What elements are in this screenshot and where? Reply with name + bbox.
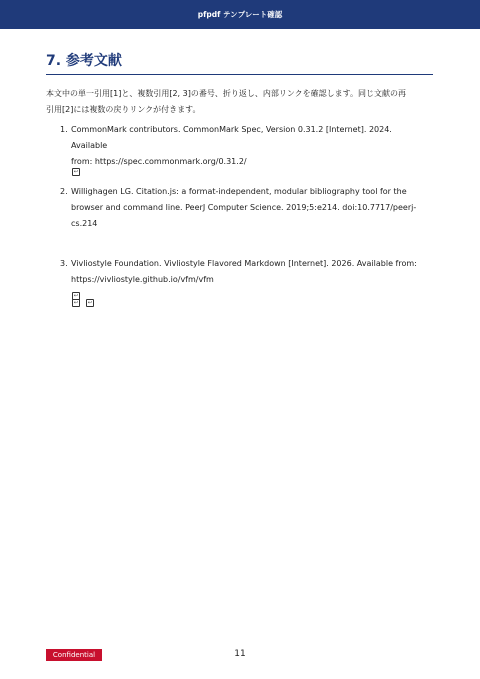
backlink-group <box>72 168 80 176</box>
backlink-group <box>72 292 80 300</box>
reference-text <box>71 122 427 170</box>
confidential-badge <box>46 649 102 661</box>
section-title: 7. 参考文献 <box>46 53 122 69</box>
reference-line: Willighagen LG. Citation.js: a format-independent, modular bibliography tool for the <box>71 187 407 196</box>
reference-link[interactable]: from: https://spec.commonmark.org/0.31.2/ <box>71 157 247 166</box>
reference-number: 3. <box>60 259 68 268</box>
backref-icon[interactable]: ↩ <box>87 299 93 306</box>
reference-line: browser and command line. PeerJ Computer Science. 2019;5:e214. doi:10.7717/peerj- <box>71 203 417 212</box>
intro-paragraph <box>46 86 438 118</box>
confidential-label: Confidential <box>52 651 96 659</box>
title-divider <box>46 74 433 75</box>
page-number: 11 <box>234 649 246 659</box>
backlink-group <box>72 299 94 307</box>
reference-text <box>71 256 427 288</box>
backref-icon[interactable]: ↩ <box>73 168 79 175</box>
reference-line: CommonMark contributors. CommonMark Spec, Version 0.31.2 [Internet]. 2024. Available <box>71 125 392 150</box>
intro-line-1: 本文中の単一引用[1]と、複数引用[2, 3]の番号、折り返し、内部リンクを確認します。同じ文献の再 <box>46 89 407 98</box>
reference-line: Vivliostyle Foundation. Vivliostyle Flavored Markdown [Internet]. 2026. Available from: <box>71 259 417 268</box>
intro-line-2: 引用[2]には複数の戻りリンクが付きます。 <box>46 105 201 114</box>
reference-link[interactable]: https://vivliostyle.github.io/vfm/vfm <box>71 275 214 284</box>
reference-number: 2. <box>60 187 68 196</box>
reference-text <box>71 184 427 232</box>
running-header-title: pfpdf テンプレート確認 <box>197 10 283 19</box>
backref-icon[interactable]: ↩ <box>73 299 79 306</box>
backref-icon[interactable]: ↩ <box>73 292 79 299</box>
reference-line: cs.214 <box>71 219 98 228</box>
reference-number: 1. <box>60 125 68 134</box>
running-header <box>0 0 480 29</box>
